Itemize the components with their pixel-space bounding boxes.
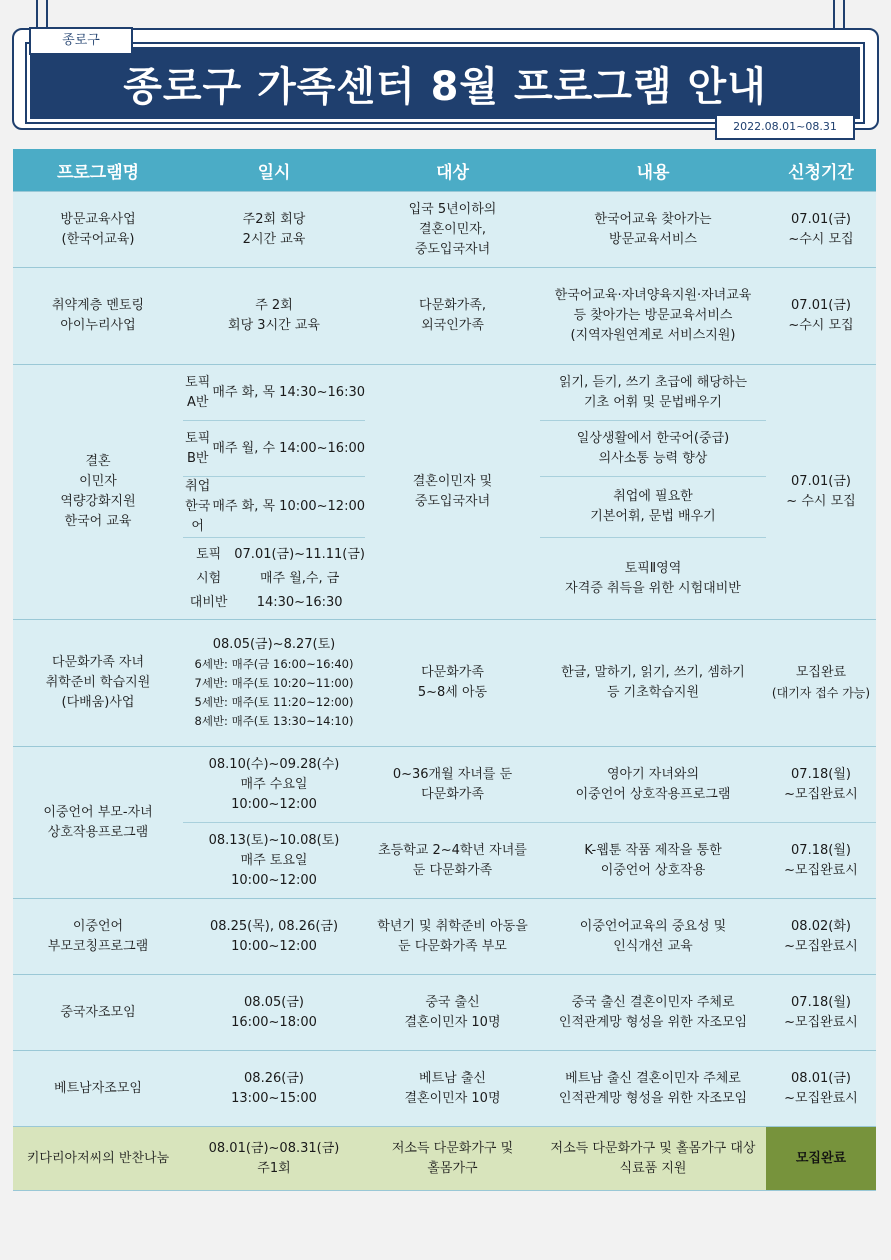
title-banner [27, 44, 863, 122]
text-line: 13:00~15:00 [231, 1090, 317, 1106]
target [365, 192, 540, 268]
schedule [234, 543, 365, 615]
text-line: 기초 어휘 및 문법배우기 [584, 394, 722, 410]
text-line: 매주 화, 목 14:30~16:30 [212, 384, 365, 400]
schedule [183, 620, 365, 747]
content [540, 538, 766, 620]
text-line: 중도입국자녀 [414, 241, 491, 257]
text-line: 베트남 출신 결혼이민자 주체로 [565, 1070, 741, 1086]
text-line: 08.01(금)~08.31(금) [208, 1140, 340, 1156]
text-line: 대비반 [189, 594, 228, 610]
target [365, 1127, 540, 1191]
schedule [183, 823, 365, 899]
text-line: 식료품 지원 [619, 1160, 687, 1176]
text-line: 5세반: 매주(토 11:20~12:00) [194, 695, 354, 709]
sub-name [183, 477, 212, 537]
text-line: 07.01(금) [791, 211, 851, 227]
text-line: 학년기 및 취학준비 아동을 [377, 918, 528, 934]
text-line: 초등학교 2~4학년 자녀를 [378, 842, 527, 858]
text-line: 10:00~12:00 [231, 796, 317, 812]
program-name [13, 1127, 183, 1191]
content [540, 477, 766, 538]
text-line: 8세반: 매주(토 13:30~14:10) [194, 714, 354, 728]
text-line: 08.13(토)~10.08(토) [208, 832, 340, 848]
text-line: 부모코칭프로그램 [47, 938, 149, 954]
col-header-period: 신청기간 [766, 149, 876, 192]
sub-row-job-korean [183, 477, 365, 538]
text-line: 08.02(화) [791, 918, 851, 934]
text-line: ~모집완료시 [784, 938, 858, 954]
text-line: 결혼이민자 10명 [404, 1090, 501, 1106]
schedule [183, 192, 365, 268]
text-line: 인적관계망 형성을 위한 자조모임 [558, 1014, 748, 1030]
content [540, 899, 766, 975]
text-line: 인적관계망 형성을 위한 자조모임 [558, 1090, 748, 1106]
target [365, 899, 540, 975]
schedule-classes [186, 655, 362, 731]
period [766, 268, 876, 365]
text-line: 상호작용프로그램 [47, 824, 149, 840]
text-line: 영아기 자녀와의 [606, 766, 700, 782]
period-status-badge [766, 1127, 876, 1191]
table-row [13, 268, 876, 365]
schedule [183, 899, 365, 975]
text-line: 저소득 다문화가구 및 홀몸가구 대상 [550, 1140, 756, 1156]
text-line: 16:00~18:00 [231, 1014, 317, 1030]
text-line: K-웹툰 작품 제작을 통한 [584, 842, 722, 858]
text-line: 저소득 다문화가구 및 [391, 1140, 514, 1156]
col-header-schedule: 일시 [183, 149, 365, 192]
content [540, 365, 766, 421]
text-line: 10:00~12:00 [231, 938, 317, 954]
text-line: 매주 월,수, 금 [259, 570, 340, 586]
text-line: 둔 다문화가족 [412, 862, 493, 878]
schedule-range: 08.05(금)~8.27(토) [212, 637, 336, 652]
text-line: 결혼이민자, [419, 221, 486, 237]
text-line: ~ 수시 모집 [786, 494, 856, 509]
text-line: 2시간 교육 [242, 231, 306, 247]
program-name [13, 899, 183, 975]
content [540, 1051, 766, 1127]
text-line: 07.18(월) [791, 842, 851, 858]
program-name [13, 620, 183, 747]
schedule [212, 497, 365, 517]
content [540, 620, 766, 747]
schedule [183, 1051, 365, 1127]
schedule [183, 268, 365, 365]
text-line: 토픽 A반 [185, 374, 211, 410]
text-line: 등 찾아가는 방문교육서비스 [573, 308, 733, 323]
text-line: 중국자조모임 [60, 1004, 136, 1020]
text-line: 토픽 [196, 546, 222, 562]
period [766, 823, 876, 899]
text-line: 다문화가족 [421, 665, 484, 680]
program-name [13, 1051, 183, 1127]
target [365, 268, 540, 365]
sub-name [183, 373, 212, 413]
program-name [13, 747, 183, 899]
text-line: 한국어 [185, 499, 211, 534]
text-line: 인식개선 교육 [613, 938, 693, 954]
text-line: (지역자원연계로 서비스지원) [570, 328, 736, 343]
program-name [13, 192, 183, 268]
content [540, 823, 766, 899]
program-name [13, 268, 183, 365]
text-line: 08.25(목), 08.26(금) [209, 918, 339, 934]
text-line: ~모집완료시 [784, 1090, 858, 1106]
text-line: 중국 출신 결혼이민자 주체로 [571, 994, 735, 1010]
text-line: 매주 월, 수 14:00~16:00 [212, 440, 365, 456]
text-line: 이민자 [79, 474, 117, 489]
target [365, 823, 540, 899]
period [766, 975, 876, 1051]
sub-row-topik-a [183, 365, 365, 421]
text-line: 5~8세 아동 [417, 685, 488, 700]
target [365, 620, 540, 747]
text-line: 0~36개월 자녀를 둔 [392, 766, 513, 782]
table-row [13, 192, 876, 268]
text-line: 10:00~12:00 [231, 872, 317, 888]
text-line: 07.01(금)~11.11(금) [234, 546, 365, 562]
text-line: 중도입국자녀 [414, 494, 491, 509]
content [540, 421, 766, 477]
sub-row-topik-exam [183, 538, 365, 620]
text-line: 취업에 필요한 [613, 489, 693, 504]
text-line: 07.18(월) [791, 994, 851, 1010]
table-header [13, 149, 876, 192]
text-line: 역량강화지원 [60, 494, 136, 509]
period [766, 192, 876, 268]
text-line: 모집완료 [795, 1150, 847, 1166]
text-line: 14:30~16:30 [256, 594, 343, 610]
text-line: (한국어교육) [61, 231, 135, 247]
content [540, 747, 766, 823]
text-line: 등 기초학습지원 [606, 685, 700, 700]
target [365, 1051, 540, 1127]
text-line: ~모집완료시 [784, 786, 858, 802]
text-line: 이중언어 상호작용 [600, 862, 706, 878]
text-line: 일상생활에서 한국어(중급) [576, 430, 730, 446]
text-line: 읽기, 듣기, 쓰기 초급에 해당하는 [558, 374, 748, 390]
text-line: 08.05(금) [244, 994, 304, 1010]
table-row [13, 1127, 876, 1191]
period [766, 620, 876, 747]
text-line: 이중언어교육의 중요성 및 [579, 918, 727, 934]
text-line: ~수시 모집 [788, 318, 854, 333]
page-title: 종로구 가족센터 8월 프로그램 안내 [123, 64, 767, 110]
text-line: 주2회 회당 [242, 211, 306, 227]
text-line: 시험 [196, 570, 222, 586]
text-line: 취약계층 멘토링 [51, 298, 145, 313]
period [766, 747, 876, 823]
text-line: 의사소통 능력 향상 [598, 450, 708, 466]
schedule [212, 439, 365, 459]
text-line: 한국어 교육 [64, 514, 132, 529]
schedule [183, 975, 365, 1051]
text-line: 한글, 말하기, 읽기, 쓰기, 셈하기 [561, 665, 745, 680]
table-row [13, 747, 876, 823]
target [365, 975, 540, 1051]
text-line: 한국어교육·자녀양육지원·자녀교육 [554, 288, 752, 303]
text-line: 둔 다문화가족 부모 [398, 938, 507, 954]
text-line: 자격증 취득을 위한 시험대비반 [565, 580, 741, 596]
text-line: 회당 3시간 교육 [228, 318, 320, 333]
text-line: 매주 토요일 [240, 852, 308, 868]
text-line: 결혼이민자 10명 [404, 1014, 501, 1030]
text-line: 방문교육사업 [60, 211, 136, 227]
program-table [13, 149, 876, 1191]
text-line: 매주 화, 목 10:00~12:00 [212, 499, 365, 514]
period [766, 1051, 876, 1127]
target [365, 365, 540, 620]
period [766, 365, 876, 620]
text-line: 이중언어 상호작용프로그램 [575, 786, 731, 802]
text-line: 6세반: 매주(금 16:00~16:40) [194, 657, 354, 671]
table-row [13, 365, 876, 421]
col-header-program: 프로그램명 [13, 149, 183, 192]
text-line: 입국 5년이하의 [408, 201, 497, 217]
text-line: 한국어교육 찾아가는 [594, 211, 712, 227]
period [766, 899, 876, 975]
program-name [13, 365, 183, 620]
district-tag: 종로구 [29, 27, 133, 55]
content [540, 975, 766, 1051]
table-row [13, 899, 876, 975]
text-line: 취학준비 학습지원 [45, 675, 151, 690]
text-line: 매주 수요일 [240, 776, 308, 792]
text-line: 주1회 [257, 1160, 291, 1176]
text-line: ~수시 모집 [788, 231, 854, 247]
text-line: 아이누리사업 [60, 318, 136, 333]
text-line: 이중언어 [72, 918, 124, 934]
table-row [13, 620, 876, 747]
text-line: 키다리아저씨의 반찬나눔 [26, 1150, 170, 1166]
text-line: 결혼 [85, 454, 111, 469]
text-line: 08.01(금) [791, 1070, 851, 1086]
date-range: 2022.08.01~08.31 [715, 114, 855, 140]
text-line: ~모집완료시 [784, 862, 858, 878]
schedule [212, 383, 365, 403]
text-line: 07.01(금) [791, 298, 851, 313]
table-row [13, 975, 876, 1051]
target [365, 747, 540, 823]
text-line: 다문화가족, [419, 298, 486, 313]
col-header-target: 대상 [365, 149, 540, 192]
text-line: 08.10(수)~09.28(수) [208, 756, 340, 772]
sub-name [183, 543, 234, 615]
text-line: 홀몸가구 [427, 1160, 478, 1176]
text-line: ~모집완료시 [784, 1014, 858, 1030]
program-name [13, 975, 183, 1051]
text-line: 주 2회 [255, 298, 293, 313]
text-line: 다문화가족 [421, 786, 484, 802]
text-line: 07.18(월) [791, 766, 851, 782]
text-line: 결혼이민자 및 [412, 474, 493, 489]
sub-name [183, 429, 212, 469]
text-line: (다배움)사업 [61, 695, 135, 710]
table-row [13, 1051, 876, 1127]
col-header-content: 내용 [540, 149, 766, 192]
schedule [183, 1127, 365, 1191]
text-line: 취업 [185, 479, 211, 494]
text-line: 08.26(금) [244, 1070, 304, 1086]
content [540, 1127, 766, 1191]
schedule [183, 747, 365, 823]
period-note: (대기자 접수 가능) [771, 686, 871, 700]
text-line: 다문화가족 자녀 [51, 655, 145, 670]
text-line: 방문교육서비스 [609, 231, 697, 247]
content [540, 268, 766, 365]
text-line: 베트남 출신 [419, 1070, 486, 1086]
period-status: 모집완료 [795, 665, 847, 680]
text-line: 베트남자조모임 [54, 1080, 142, 1096]
text-line: 7세반: 매주(토 10:20~11:00) [194, 676, 354, 690]
content [540, 192, 766, 268]
text-line: 이중언어 부모-자녀 [43, 804, 153, 820]
text-line: 기본어휘, 문법 배우기 [590, 509, 716, 524]
text-line: 외국인가족 [421, 318, 484, 333]
text-line: 토픽 B반 [185, 430, 211, 466]
text-line: 07.01(금) [791, 474, 851, 489]
sub-row-topik-b [183, 421, 365, 477]
text-line: 중국 출신 [425, 994, 480, 1010]
text-line: 토픽Ⅱ영역 [624, 560, 682, 576]
